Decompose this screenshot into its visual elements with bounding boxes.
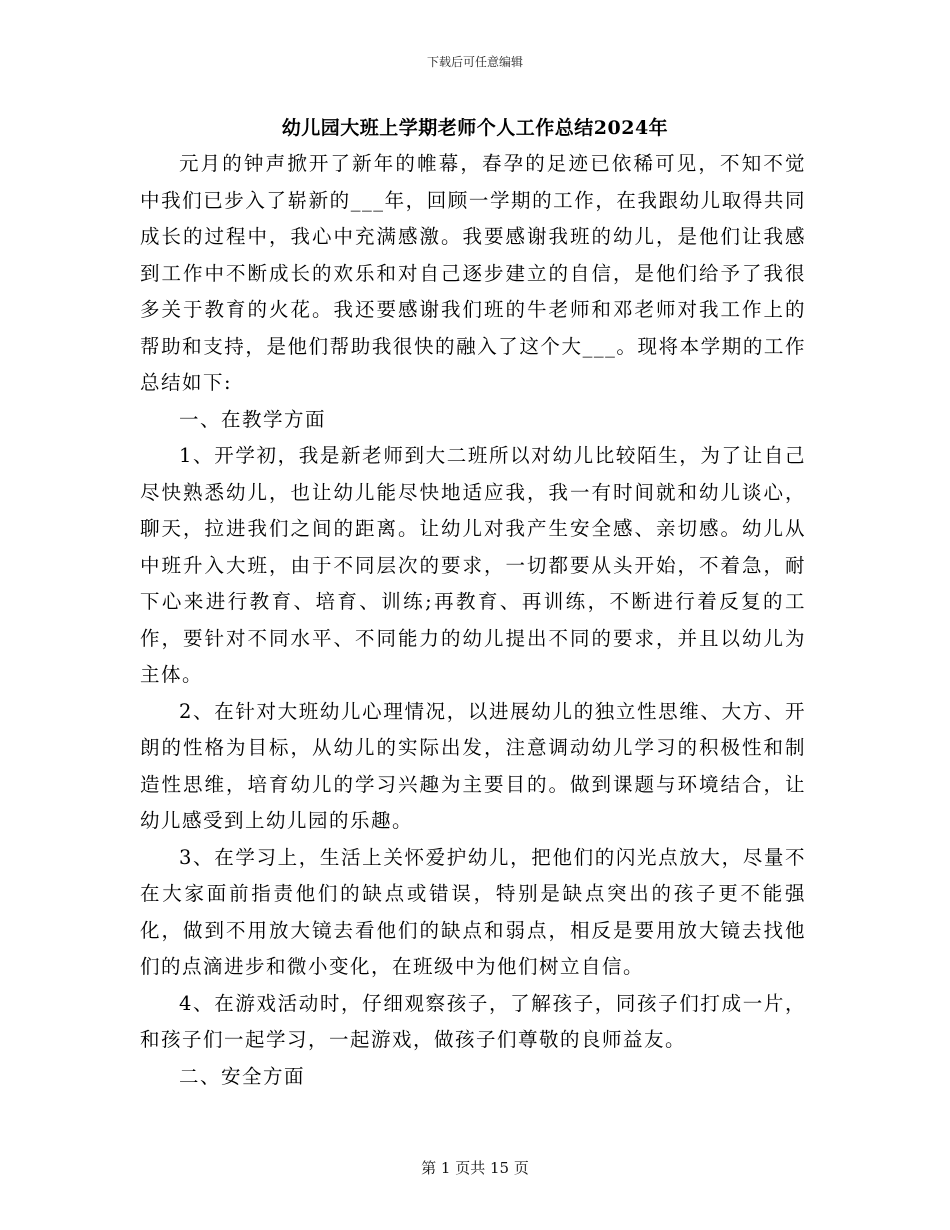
page-footer: 第 1 页共 15 页 bbox=[421, 1159, 529, 1177]
paragraph-intro: 元月的钟声掀开了新年的帷幕，春孕的足迹已依稀可见，不知不觉中我们已步入了崭新的___年，回顾一学期的工作，在我跟幼儿取得共同成长的过程中，我心中充满感激。我要感谢我班的幼儿，是他们让我感到工作中不断成长的欢乐和对自己逐步建立的自信，是他们给予了我很多关于教育的火花。我还要感谢我们班的牛老师和邓老师对我工作上的帮助和支持，是他们帮助我很快的融入了这个大___。现将本学期的工作总结如下: bbox=[140, 152, 806, 394]
paragraph-teaching-1: 1、开学初，我是新老师到大二班所以对幼儿比较陌生，为了让自己尽快熟悉幼儿，也让幼儿能尽快地适应我，我一有时间就和幼儿谈心，聊天，拉进我们之间的距离。让幼儿对我产生安全感、亲切感。幼儿从中班升入大班，由于不同层次的要求，一切都要从头开始，不着急，耐下心来进行教育、培育、训练;再教育、再训练，不断进行着反复的工作，要针对不同水平、不同能力的幼儿提出不同的要求，并且以幼儿为主体。 bbox=[140, 444, 806, 686]
document-body bbox=[140, 146, 806, 1095]
header-note: 下载后可任意编辑 bbox=[426, 55, 523, 69]
paragraph-teaching-2: 2、在针对大班幼儿心理情况，以进展幼儿的独立性思维、大方、开朗的性格为目标，从幼儿的实际出发，注意调动幼儿学习的积极性和制造性思维，培育幼儿的学习兴趣为主要目的。做到课题与环境结合，让幼儿感受到上幼儿园的乐趣。 bbox=[140, 699, 806, 832]
section-heading-safety: 二、安全方面 bbox=[179, 1064, 306, 1088]
document-title: 幼儿园大班上学期老师个人工作总结2024年 bbox=[281, 117, 669, 139]
paragraph-teaching-3: 3、在学习上，生活上关怀爱护幼儿，把他们的闪光点放大，尽量不在大家面前指责他们的缺点或错误，特别是缺点突出的孩子更不能强化，做到不用放大镜去看他们的缺点和弱点，相反是要用放大镜去找他们的点滴进步和微小变化，在班级中为他们树立自信。 bbox=[140, 845, 806, 978]
paragraph-teaching-4: 4、在游戏活动时，仔细观察孩子，了解孩子，同孩子们打成一片，和孩子们一起学习，一起游戏，做孩子们尊敬的良师益友。 bbox=[140, 991, 806, 1051]
section-heading-teaching: 一、在教学方面 bbox=[179, 407, 327, 431]
